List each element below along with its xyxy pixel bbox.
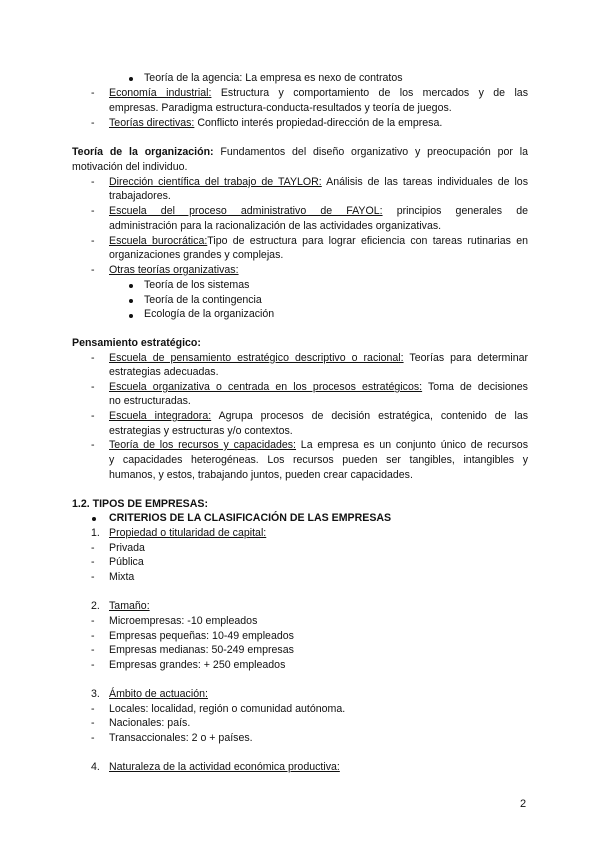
- dash-marker: -: [91, 644, 95, 656]
- subsection-heading: CRITERIOS DE LA CLASIFICACIÓN DE LAS EMPRESAS: [109, 512, 392, 524]
- list-item-continuation: administración para la racionalización de las actividades organizativas.: [109, 220, 442, 232]
- dash-marker: -: [91, 542, 95, 554]
- paragraph: [72, 145, 528, 160]
- dash-marker: -: [91, 235, 95, 247]
- section-title: Propiedad o titularidad de capital:: [109, 527, 267, 539]
- dash-marker: -: [91, 439, 95, 451]
- integ-label: Escuela integradora:: [109, 410, 212, 422]
- bullet-icon: [92, 517, 96, 521]
- economia-label: Economía industrial:: [109, 87, 212, 99]
- list-item: [109, 116, 442, 131]
- fayol-label: Escuela del proceso administrativo de FAYOL:: [109, 205, 383, 217]
- dash-marker: -: [91, 556, 95, 568]
- dash-marker: -: [91, 732, 95, 744]
- bullet-icon: [129, 299, 133, 303]
- dash-marker: -: [91, 571, 95, 583]
- list-item-continuation: estrategias y estructuras y/o contextos.: [109, 425, 293, 437]
- dash-marker: -: [91, 630, 95, 642]
- dash-marker: -: [91, 659, 95, 671]
- bullet-icon: [129, 314, 133, 318]
- dash-marker: -: [91, 703, 95, 715]
- dash-marker: -: [91, 205, 95, 217]
- section-number: 3.: [91, 688, 100, 700]
- section-title: Ámbito de actuación:: [109, 688, 208, 700]
- directivas-text: Conflicto interés propiedad-dirección de la empresa.: [197, 117, 443, 129]
- organizacion-heading: Teoría de la organización:: [72, 146, 214, 158]
- list-item: Teoría de la contingencia: [144, 294, 262, 306]
- list-item: Nacionales: país.: [109, 717, 191, 729]
- list-item-continuation: y capacidades heterogéneas. Los recursos pueden ser tangibles, intangibles y: [109, 454, 528, 466]
- bullet-icon: [129, 77, 133, 81]
- list-item: [109, 409, 528, 424]
- org-label: Escuela organizativa o centrada en los procesos estratégicos:: [109, 381, 423, 393]
- taylor-text: Análisis de las tareas individuales de los: [326, 176, 528, 188]
- list-item: [109, 263, 239, 278]
- dash-marker: -: [91, 410, 95, 422]
- dash-marker: -: [91, 117, 95, 129]
- fayol-text: principios generales de: [396, 205, 528, 217]
- list-item: Pública: [109, 556, 144, 568]
- list-item: [109, 438, 528, 453]
- list-item-continuation: no estructuradas.: [109, 395, 191, 407]
- section-number: 2.: [91, 600, 100, 612]
- page-number: 2: [520, 798, 527, 810]
- otras-label: Otras teorías organizativas:: [109, 264, 239, 276]
- paragraph-continuation: motivación del individuo.: [72, 161, 188, 173]
- burocratica-text: Tipo de estructura para lograr eficiencia con tareas rutinarias en: [207, 235, 529, 247]
- dash-marker: -: [91, 717, 95, 729]
- list-item-continuation: empresas. Paradigma estructura-conducta-resultados y teoría de juegos.: [109, 102, 452, 114]
- list-item: Empresas pequeñas: 10-49 empleados: [109, 630, 294, 642]
- integ-text: Agrupa procesos de decisión estratégica, contenido de las: [218, 410, 529, 422]
- dash-marker: -: [91, 381, 95, 393]
- list-item: Ecología de la organización: [144, 308, 275, 320]
- economia-text: Estructura y comportamiento de los mercados y de las: [220, 87, 528, 99]
- dash-marker: -: [91, 176, 95, 188]
- list-item: Empresas grandes: + 250 empleados: [109, 659, 286, 671]
- section-number: 1.: [91, 527, 100, 539]
- desc-label: Escuela de pensamiento estratégico descriptivo o racional:: [109, 352, 404, 364]
- rec-label: Teoría de los recursos y capacidades:: [109, 439, 297, 451]
- taylor-label: Dirección científica del trabajo de TAYLOR:: [109, 176, 322, 188]
- list-item: Teoría de los sistemas: [144, 279, 250, 291]
- list-item: Mixta: [109, 571, 135, 583]
- list-item: Locales: localidad, región o comunidad autónoma.: [109, 703, 346, 715]
- section-heading: Pensamiento estratégico:: [72, 337, 201, 349]
- organizacion-text: Fundamentos del diseño organizativo y preocupación por la: [220, 146, 528, 158]
- list-item: Empresas medianas: 50-249 empresas: [109, 644, 294, 656]
- section-title: Naturaleza de la actividad económica productiva:: [109, 761, 340, 773]
- list-item-continuation: organizaciones grandes y complejas.: [109, 249, 284, 261]
- dash-marker: -: [91, 87, 95, 99]
- rec-text: La empresa es un conjunto único de recursos: [300, 439, 528, 451]
- list-item-continuation: humanos, y estos, trabajando juntos, pueden crear capacidades.: [109, 469, 413, 481]
- directivas-label: Teorías directivas:: [109, 117, 195, 129]
- list-item-continuation: trabajadores.: [109, 190, 171, 202]
- section-number: 4.: [91, 761, 100, 773]
- dash-marker: -: [91, 615, 95, 627]
- list-item: Transaccionales: 2 o + países.: [109, 732, 253, 744]
- org-text: Toma de decisiones: [428, 381, 528, 393]
- list-item: [109, 351, 528, 366]
- list-item: [109, 86, 528, 101]
- list-item: Teoría de la agencia: La empresa es nexo de contratos: [144, 72, 403, 84]
- desc-text: Teorías para determinar: [409, 352, 528, 364]
- list-item: Microempresas: -10 empleados: [109, 615, 258, 627]
- list-item-continuation: estrategias adecuadas.: [109, 366, 219, 378]
- list-item: Privada: [109, 542, 145, 554]
- list-item: [109, 380, 528, 395]
- dash-marker: -: [91, 264, 95, 276]
- burocratica-label: Escuela burocrática:: [109, 235, 208, 247]
- list-item: [109, 204, 528, 219]
- list-item: [109, 175, 528, 190]
- bullet-icon: [129, 284, 133, 288]
- list-item: [109, 234, 528, 249]
- section-heading: 1.2. TIPOS DE EMPRESAS:: [72, 498, 208, 510]
- dash-marker: -: [91, 352, 95, 364]
- section-title: Tamaño:: [109, 600, 150, 612]
